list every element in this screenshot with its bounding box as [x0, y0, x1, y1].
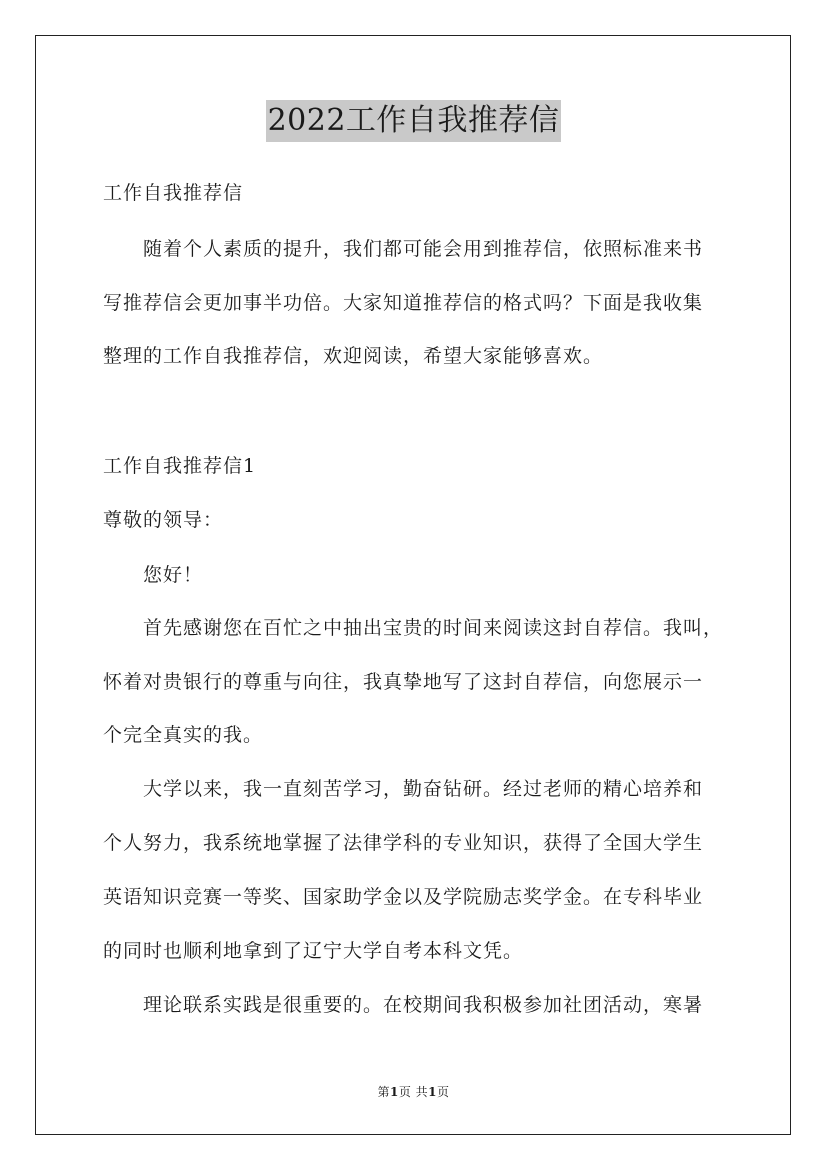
paragraph-line: 大学以来，我一直刻苦学习，勤奋钻研。经过老师的精心培养和: [143, 778, 704, 800]
salutation: 尊敬的领导：: [103, 509, 224, 531]
paragraph-line: 个人努力，我系统地掌握了法律学科的专业知识，获得了全国大学生: [103, 832, 704, 854]
paragraph-line: 理论联系实践是很重要的。在校期间我积极参加社团活动，寒暑: [143, 994, 704, 1016]
paragraph-line: 随着个人素质的提升，我们都可能会用到推荐信，依照标准来书: [143, 238, 704, 260]
footer-page-number: 1: [389, 1085, 399, 1099]
paragraph-line: 个完全真实的我。: [103, 724, 264, 746]
page-footer: [0, 1084, 827, 1100]
title-container: [0, 100, 827, 142]
paragraph-line: 怀着对贵银行的尊重与向往，我真挚地写了这封自荐信，向您展示一: [103, 671, 704, 693]
footer-suffix: 页: [437, 1085, 450, 1099]
paragraph-line: 首先感谢您在百忙之中抽出宝贵的时间来阅读这封自荐信。我叫，: [143, 617, 724, 639]
footer-total-pages: 1: [428, 1085, 438, 1099]
section-heading: 工作自我推荐信: [103, 182, 244, 204]
paragraph-line: 英语知识竞赛一等奖、国家助学金以及学院励志奖学金。在专科毕业: [103, 886, 704, 908]
footer-mid: 页 共: [398, 1085, 429, 1099]
section-heading: 工作自我推荐信1: [103, 455, 257, 477]
document-title: 2022工作自我推荐信: [266, 100, 562, 142]
paragraph-line: 的同时也顺利地拿到了辽宁大学自考本科文凭。: [103, 940, 524, 962]
paragraph-line: 写推荐信会更加事半功倍。大家知道推荐信的格式吗？下面是我收集: [103, 292, 704, 314]
footer-prefix: 第: [377, 1085, 390, 1099]
greeting: 您好！: [143, 564, 204, 586]
paragraph-line: 整理的工作自我推荐信，欢迎阅读，希望大家能够喜欢。: [103, 345, 604, 367]
